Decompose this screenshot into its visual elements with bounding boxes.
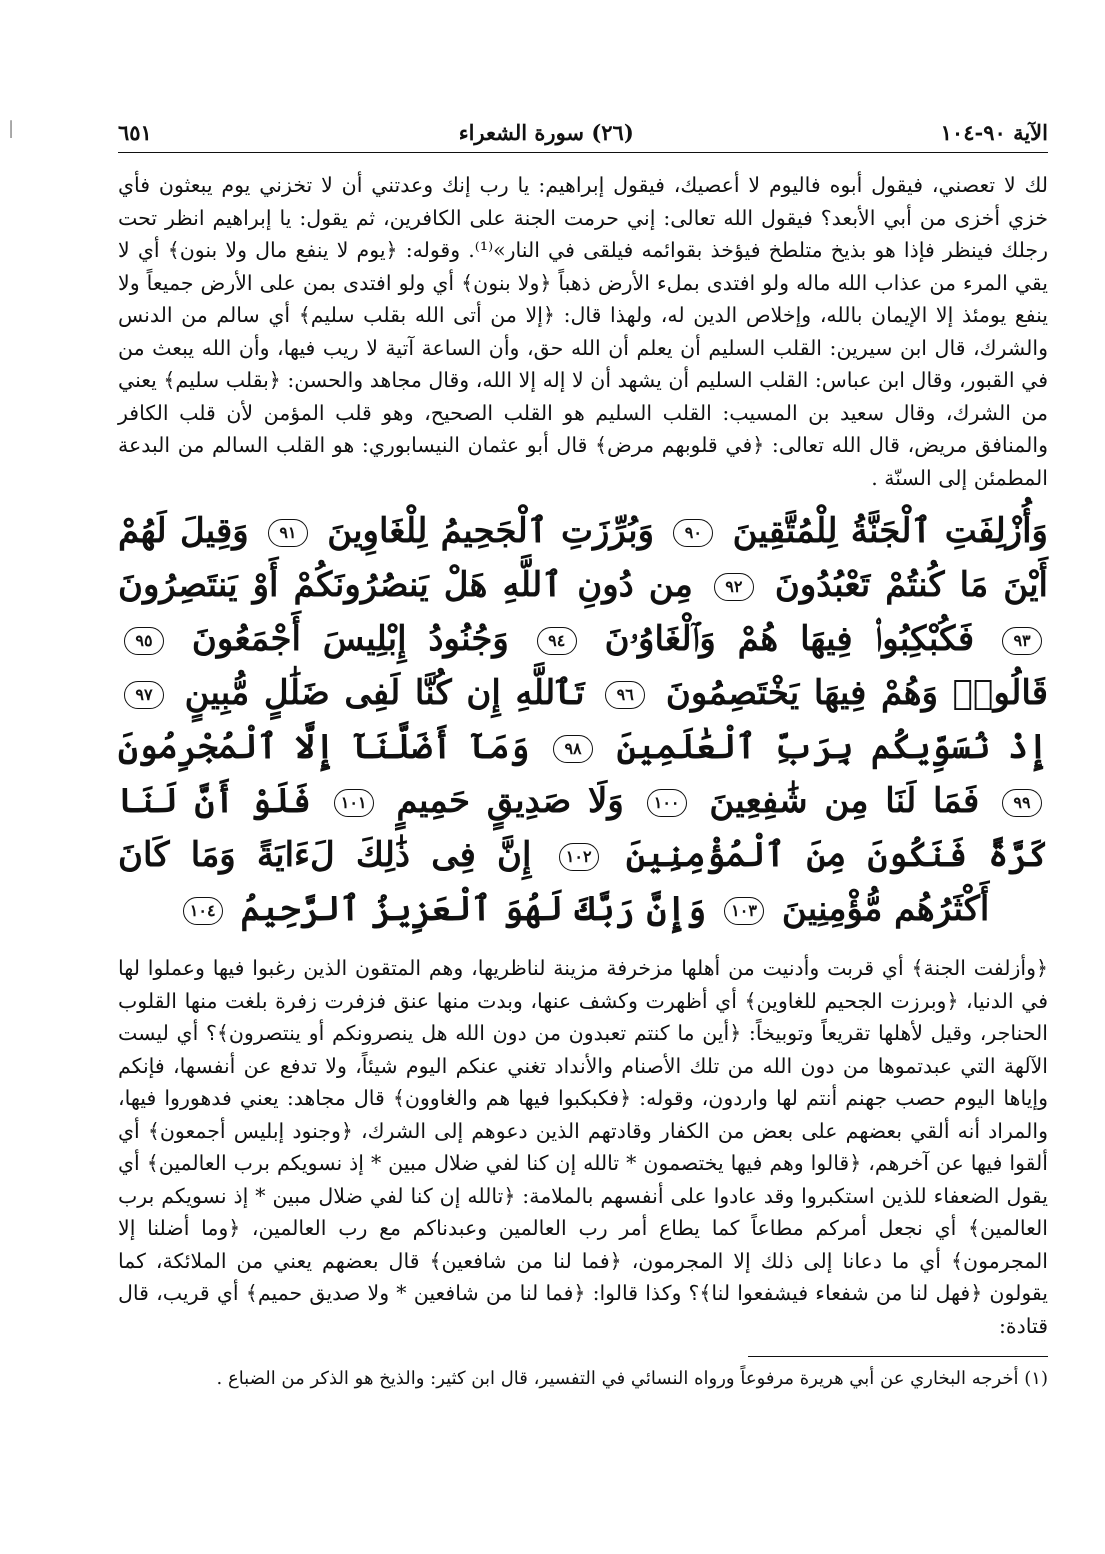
ayah-number-marker: ١٠٤ — [183, 897, 223, 925]
page — [118, 118, 1048, 1393]
commentary-paragraph-1 — [118, 169, 1048, 494]
ayah-number-marker: ١٠٣ — [724, 897, 764, 925]
ayah-number-marker: ٩٦ — [605, 681, 645, 709]
ayah-text: فَمَا لَنَا مِن شَٰفِعِينَ — [709, 781, 980, 821]
ayah-text: وَجُنُودُ إِبْلِيسَ أَجْمَعُونَ — [191, 619, 509, 659]
ayah-text: وَإِنَّ رَبَّكَ لَهُوَ ٱلْعَزِيزُ ٱلرَّحِيمُ — [240, 889, 707, 929]
quran-verses-block — [118, 504, 1048, 936]
paragraph-text: ﴿وأزلفت الجنة﴾ أي قربت وأدنيت من أهلها مزخرفة مزينة لناظريها، وهم المتقون الذين رغبوا فيها وعملوا لها في الدنيا، ﴿وبرزت الجحيم للغاوين﴾ أي أظهرت وكشف عنها، وبدت منها عنق فزفرت زفرة بلغت منها القلوب الحناجر، وقيل لأهلها تقريعاً وتوبيخاً: ﴿أين ما كنتم تعبدون من دون الله هل ينصرونكم أو ينتصرون﴾؟ أي ليست الآلهة التي عبدتموها من دون الله من تلك الأصنام والأنداد تغني عنكم اليوم شيئاً، ولا تدفع عن أنفسها، فإنكم وإياها اليوم حصب جهنم أنتم لها واردون، وقوله: ﴿فكبكبوا فيها هم والغاوون﴾ قال مجاهد: يعني فدهوروا فيها، والمراد أنه ألقي بعضهم على بعض من الكفار وقادتهم الذين دعوهم إلى الشرك، ﴿وجنود إبليس أجمعون﴾ أي ألقوا فيها عن آخرهم، ﴿قالوا وهم فيها يختصمون * تالله إن كنا لفي ضلال مبين * إذ نسويكم برب العالمين﴾ أي يقول الضعفاء للذين استكبروا وقد عادوا على أنفسهم بالملامة: ﴿تالله إن كنا لفي ضلال مبين * إذ نسويكم برب العالمين﴾ أي نجعل أمركم مطاعاً كما يطاع أمر رب العالمين وعبدناكم مع رب العالمين، ﴿وما أضلنا إلا المجرمون﴾ أي ما دعانا إلى ذلك إلا المجرمون، ﴿فما لنا من شافعين﴾ قال بعضهم يعني من الملائكة، كما يقولون ﴿فهل لنا من شفعاء فيشفعوا لنا﴾؟ وكذا قالوا: ﴿فما لنا من شافعين * ولا صديق حميم﴾ أي قريب، قال قتادة: — [118, 956, 1048, 1338]
ayah-number-marker: ٩٠ — [673, 519, 713, 547]
ayah-number-marker: ٩٧ — [124, 681, 164, 709]
ayah-text: مِن دُونِ ٱللَّهِ هَلْ يَنصُرُونَكُمْ أَوْ يَنتَصِرُونَ — [118, 565, 693, 605]
ayah-text: وَأُزْلِفَتِ ٱلْجَنَّةُ لِلْمُتَّقِينَ — [732, 511, 1048, 551]
ayah-number-marker: ٩٩ — [1002, 789, 1042, 817]
ayah-number-marker: ١٠١ — [334, 789, 374, 817]
ayah-number-marker: ٩٨ — [553, 735, 593, 763]
ayah-number-marker: ٩٣ — [1002, 627, 1042, 655]
ayah-text: إِنَّ فِى ذَٰلِكَ لَءَايَةً وَمَا كَانَ أَكْثَرُهُم مُّؤْمِنِينَ — [118, 835, 990, 929]
ayah-text: وَبُرِّزَتِ ٱلْجَحِيمُ لِلْغَاوِينَ — [327, 511, 655, 551]
ayah-text: قَالُوا۟ وَهُمْ فِيهَا يَخْتَصِمُونَ — [665, 673, 1049, 713]
ayah-number-marker: ١٠٢ — [559, 843, 599, 871]
ayah-text: تَٱللَّهِ إِن كُنَّا لَفِى ضَلَٰلٍ مُّبِينٍ — [184, 673, 585, 713]
paragraph-text: لك لا تعصني، فيقول أبوه فاليوم لا أعصيك، فيقول إبراهيم: يا رب إنك وعدتني أن لا تخزني يوم يبعثون فأي خزي أخزى من أبي الأبعد؟ فيقول الله تعالى: إني حرمت الجنة على الكافرين، ثم يقول: يا إبراهيم انظر تحت رجلك فينظر فإذا هو بذيخ متلطخ فيؤخذ بقوائمه فيلقى في النار»⁽¹⁾. وقوله: ﴿يوم لا ينفع مال ولا بنون﴾ أي لا يقي المرء من عذاب الله ماله ولو افتدى بملء الأرض ذهباً ﴿ولا بنون﴾ أي ولو افتدى بمن على الأرض جميعاً ولا ينفع يومئذ إلا الإيمان بالله، وإخلاص الدين له، ولهذا قال: ﴿إلا من أتى الله بقلب سليم﴾ أي سالم من الدنس والشرك، قال ابن سيرين: القلب السليم أن يعلم أن الله حق، وأن الساعة آتية لا ريب فيها، وأن الله يبعث من في القبور، وقال ابن عباس: القلب السليم أن يشهد أن لا إله إلا الله، وقال مجاهد والحسن: ﴿بقلب سليم﴾ يعني من الشرك، وقال سعيد بن المسيب: القلب السليم هو القلب الصحيح، وهو قلب المؤمن لأن قلب الكافر والمنافق مريض، قال الله تعالى: ﴿في قلوبهم مرض﴾ قال أبو عثمان النيسابوري: هو القلب السالم من البدعة المطمئن إلى السنّة . — [118, 173, 1048, 490]
ayah-number-marker: ٩١ — [268, 519, 308, 547]
footnote-rule — [748, 1356, 1048, 1357]
running-header — [118, 118, 1048, 148]
page-number: ٦٥١ — [118, 120, 152, 145]
ayah-text: وَمَآ أَضَلَّنَآ إِلَّا ٱلْمُجْرِمُونَ — [118, 727, 530, 767]
ayah-text: فَلَوْ أَنَّ لَنَا كَرَّةً فَنَكُونَ مِنَ ٱلْمُؤْمِنِينَ — [118, 781, 1049, 875]
ayah-text: إِذْ نُسَوِّيكُم بِرَبِّ ٱلْعَٰلَمِينَ — [616, 727, 1048, 767]
ayah-number-marker: ١٠٠ — [647, 789, 687, 817]
surah-title: (٢٦) سورة الشعراء — [458, 120, 634, 145]
ayah-number-marker: ٩٥ — [124, 627, 164, 655]
footnote: (١) أخرجه البخاري عن أبي هريرة مرفوعاً ورواه النسائي في التفسير، قال ابن كثير: والذيخ هو الذكر من الضباع . — [216, 1368, 1048, 1389]
ayah-text: وَقِيلَ لَهُمْ أَيْنَ مَا كُنتُمْ تَعْبُدُونَ — [118, 511, 1048, 605]
margin-mark: | — [8, 118, 15, 139]
ayah-range: الآية ٩٠-١٠٤ — [940, 120, 1048, 145]
ayah-text: فَكُبْكِبُوا۟ فِيهَا هُمْ وَٱلْغَاوُۥنَ — [604, 619, 975, 659]
ayah-text: وَلَا صَدِيقٍ حَمِيمٍ — [396, 781, 624, 821]
ayah-number-marker: ٩٤ — [537, 627, 577, 655]
commentary-paragraph-2 — [118, 952, 1048, 1342]
ayah-number-marker: ٩٢ — [714, 573, 754, 601]
header-rule — [118, 152, 1048, 153]
